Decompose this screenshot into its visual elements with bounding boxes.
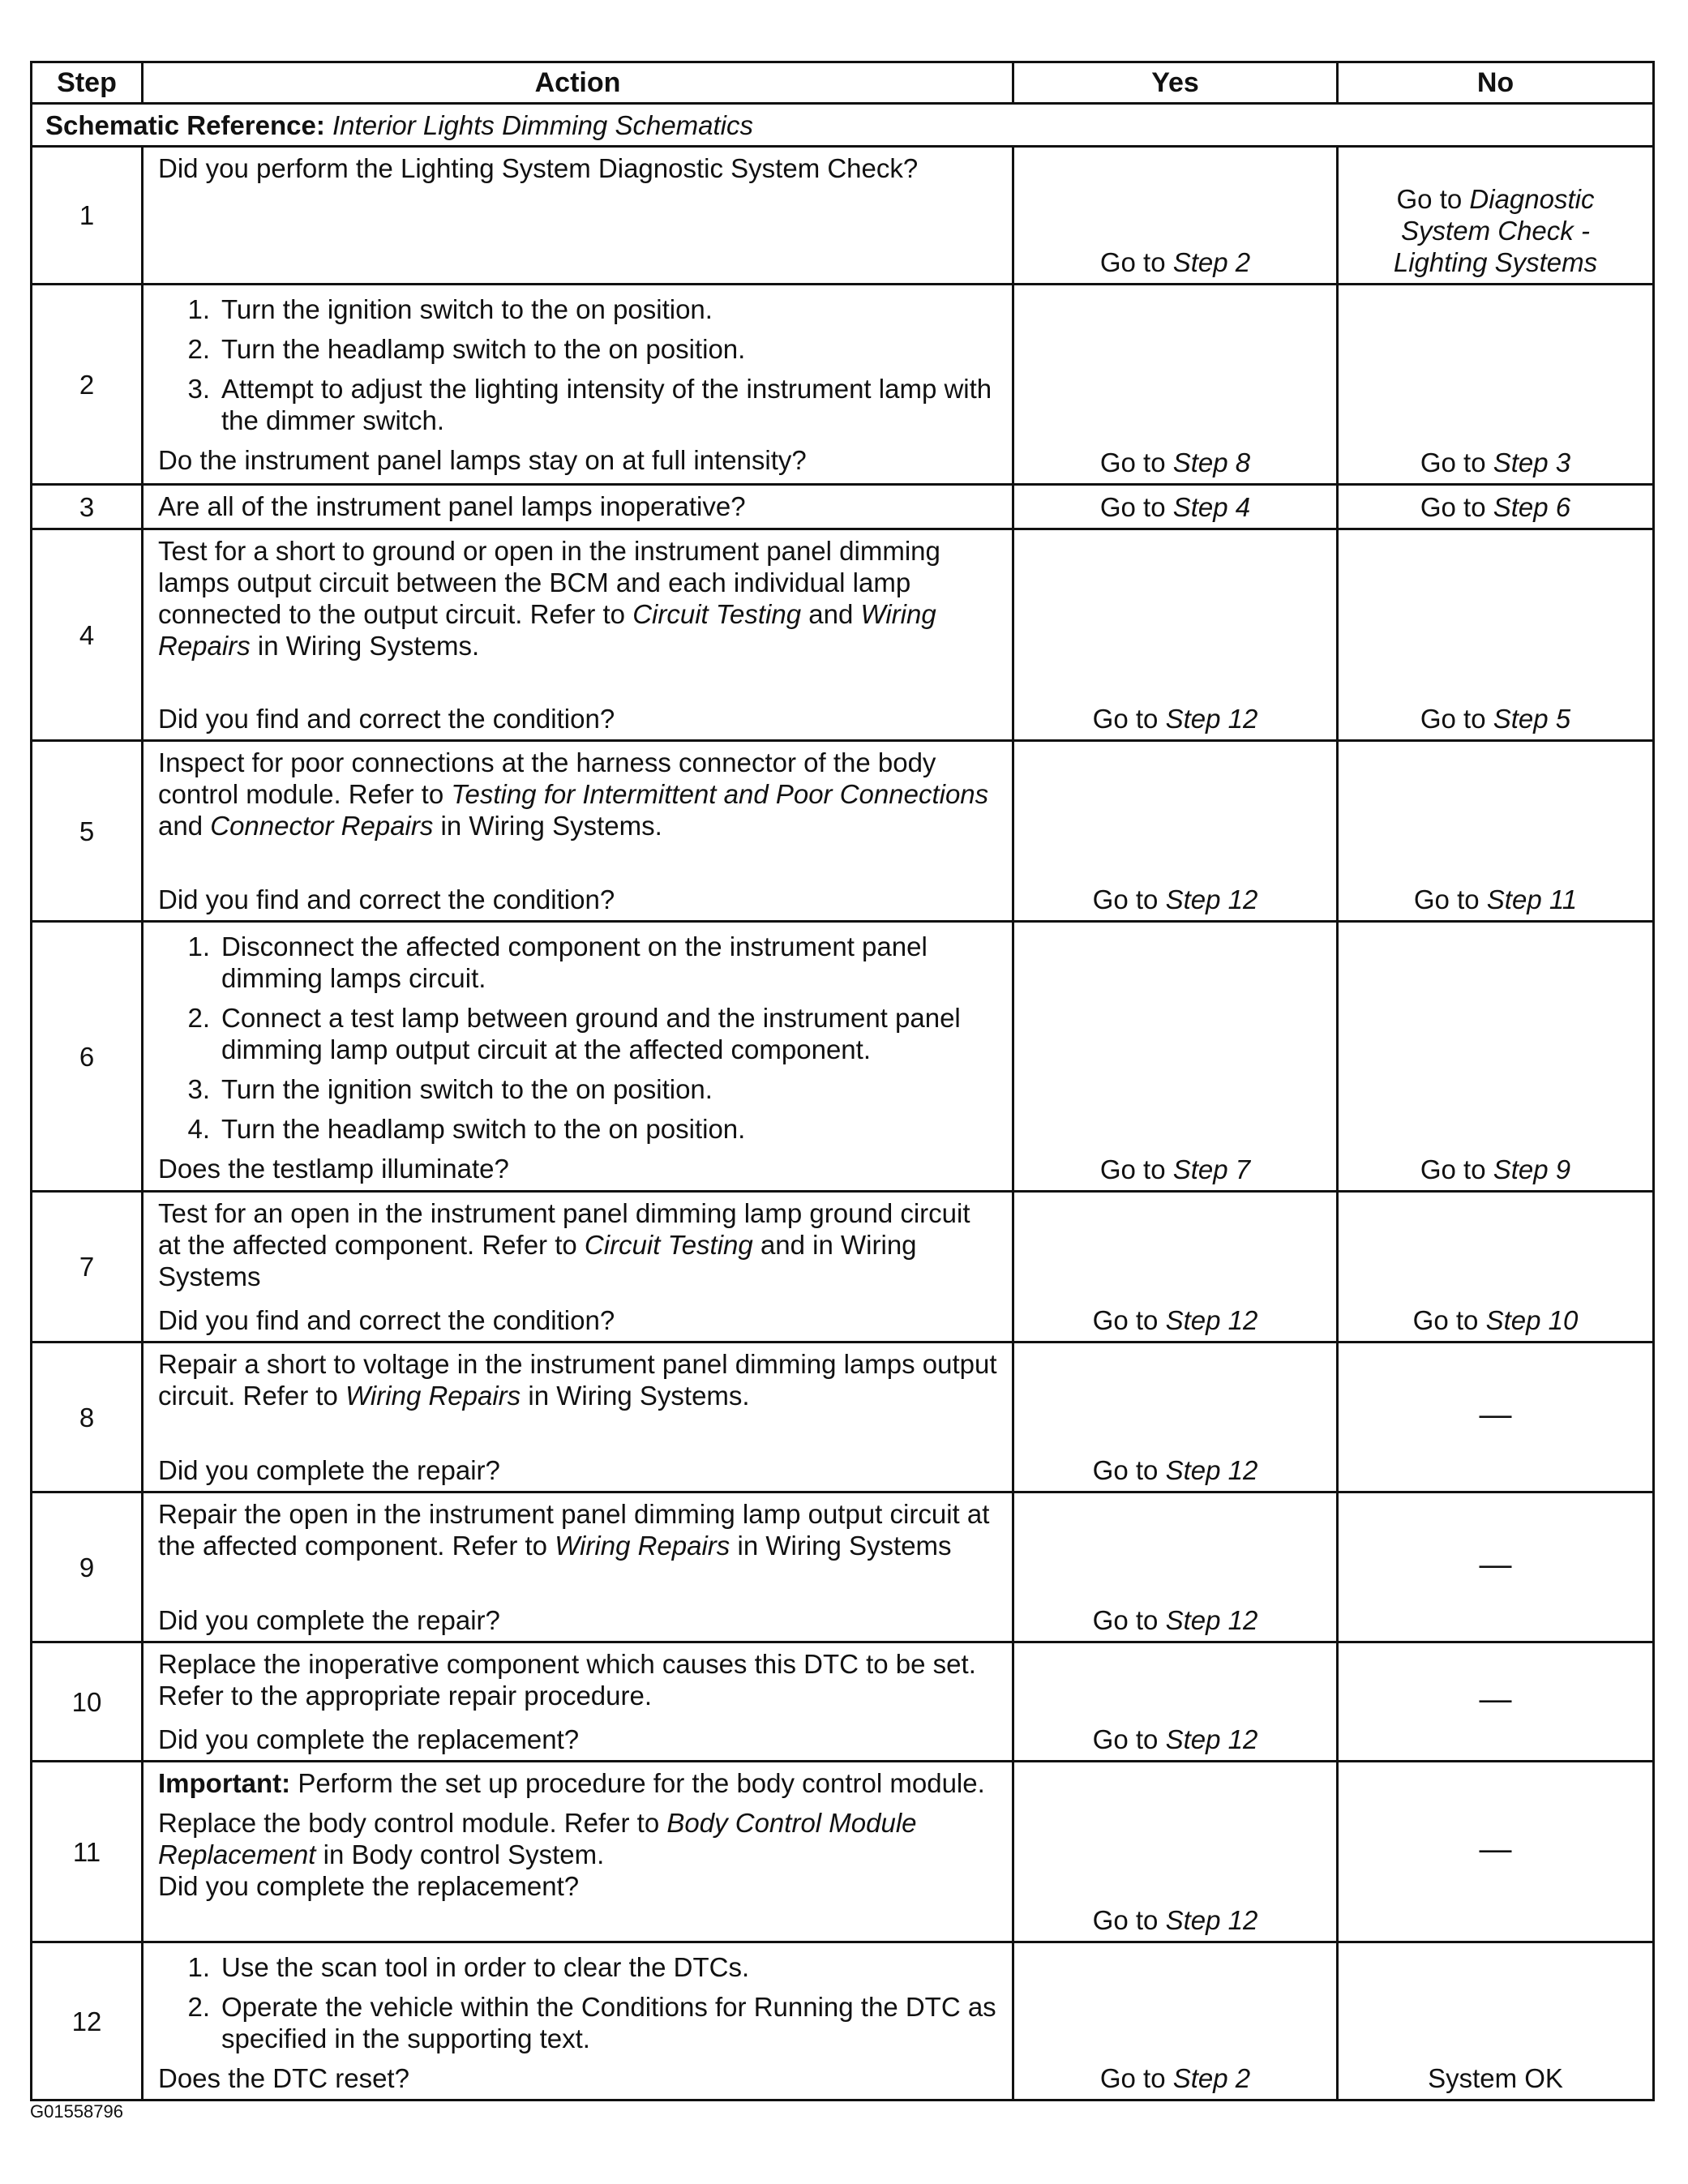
table-row [32,922,1654,1192]
action-question: Did you perform the Lighting System Diagnostic System Check? [158,153,919,183]
schematic-value: Interior Lights Dimming Schematics [332,109,754,140]
yes-cell: Go to Step 2 [1013,1942,1338,2100]
header-step: Step [32,62,143,104]
procedure-list [158,293,999,436]
step-number: 6 [32,922,143,1192]
table-row [32,1642,1654,1762]
list-item: 2. Operate the vehicle within the Conditions for Running the DTC as specified in the supporting text. [187,1992,996,2053]
no-cell: — [1338,1642,1654,1762]
yes-cell [1013,147,1338,285]
list-item: 1. Disconnect the affected component on the instrument panel dimming lamps circuit. [187,931,928,993]
action-cell [143,741,1013,922]
step-number: 3 [32,485,143,529]
action-question: Did you complete the repair? [158,1455,500,1485]
list-item: 2. Turn the headlamp switch to the on position. [187,334,746,364]
no-cell: — [1338,1343,1654,1492]
table-row [32,1192,1654,1343]
action-cell [143,1192,1013,1343]
list-item: 1. Use the scan tool in order to clear the DTCs. [187,1952,750,1982]
step-number: 5 [32,741,143,922]
header-yes: Yes [1013,62,1338,104]
goto-text: Go to [1396,184,1463,214]
yes-step-ref: Step 12 [1165,1305,1258,1335]
table-row [32,285,1654,485]
yes-cell: Go to Step 8 [1013,285,1338,485]
no-step-ref: Step 3 [1493,448,1571,477]
no-cell: Go to Step 9 [1338,922,1654,1192]
yes-step-ref: Step 7 [1172,1154,1251,1184]
action-text: Test for a short to ground or open in the instrument panel dimming lamps output circuit between the BCM and each individual lamp connected to the output circuit. Refer to Circuit Testing and Wiring Repairs in Wiring Systems. [158,536,940,661]
no-cell: Go to Step 11 [1338,741,1654,922]
list-item: 2. Connect a test lamp between ground and the instrument panel dimming lamp output circuit at the affected component. [187,1003,961,1064]
action-cell [143,1492,1013,1642]
procedure-list [158,931,999,1145]
step-number: 8 [32,1343,143,1492]
diagnostic-table [30,61,1655,2101]
step-number: 2 [32,285,143,485]
yes-cell: Go to Step 4 [1013,485,1338,529]
action-cell [143,529,1013,741]
action-question: Did you find and correct the condition? [158,1305,615,1335]
action-cell [143,922,1013,1192]
action-text: Inspect for poor connections at the harness connector of the body control module. Refer to Testing for Intermittent and Poor Connections and Connector Repairs in Wiring Systems. [158,747,989,841]
table-row [32,1942,1654,2100]
goto-text: Go to [1099,247,1166,277]
list-item: 3. Turn the ignition switch to the on position. [187,1074,713,1104]
yes-step-ref: Step 12 [1165,884,1258,914]
no-cell: — [1338,1492,1654,1642]
action-cell [143,1642,1013,1762]
table-row [32,529,1654,741]
yes-cell: Go to Step 12 [1013,1762,1338,1942]
no-ref-line: Diagnostic [1469,184,1595,214]
action-question: Did you complete the replacement? [158,1871,580,1901]
step-number: 9 [32,1492,143,1642]
step-number: 4 [32,529,143,741]
action-text: Repair a short to voltage in the instrument panel dimming lamps output circuit. Refer to Wiring Repairs in Wiring Systems. [158,1349,997,1411]
yes-step-ref: Step 2 [1172,247,1251,277]
schematic-label: Schematic Reference: [45,109,325,140]
header-row [32,62,1654,104]
action-text: Replace the inoperative component which causes this DTC to be set. Refer to the appropriate repair procedure. [158,1649,976,1711]
yes-cell: Go to Step 12 [1013,1642,1338,1762]
no-cell: Go to Step 6 [1338,485,1654,529]
action-question: Are all of the instrument panel lamps inoperative? [158,491,746,521]
yes-cell: Go to Step 7 [1013,922,1338,1192]
action-question: Do the instrument panel lamps stay on at full intensity? [158,445,807,475]
table-row [32,147,1654,285]
no-cell: Go to Step 3 [1338,285,1654,485]
yes-step-ref: Step 12 [1165,1724,1258,1754]
action-question: Does the DTC reset? [158,2063,409,2093]
table-row [32,1343,1654,1492]
figure-id: G01558796 [30,2101,123,2122]
step-number: 7 [32,1192,143,1343]
table-row [32,741,1654,922]
yes-step-ref: Step 12 [1165,1605,1258,1635]
yes-step-ref: Step 12 [1165,704,1258,734]
action-cell [143,1762,1013,1942]
yes-cell: Go to Step 12 [1013,741,1338,922]
table-row [32,1492,1654,1642]
action-cell [143,147,1013,285]
yes-cell: Go to Step 12 [1013,1492,1338,1642]
action-cell [143,285,1013,485]
schematic-row [32,104,1654,147]
yes-step-ref: Step 4 [1172,492,1251,522]
no-step-ref: Step 10 [1485,1305,1579,1335]
no-step-ref: Step 6 [1493,492,1571,522]
table-row [32,1762,1654,1942]
no-cell: Go to Step 5 [1338,529,1654,741]
no-cell: — [1338,1762,1654,1942]
yes-cell: Go to Step 12 [1013,1192,1338,1343]
no-ref-line: System Check - [1401,216,1590,246]
yes-cell: Go to Step 12 [1013,529,1338,741]
action-question: Does the testlamp illuminate? [158,1154,509,1184]
action-question: Did you find and correct the condition? [158,704,615,734]
action-question: Did you complete the repair? [158,1605,500,1635]
header-action: Action [143,62,1013,104]
no-cell [1338,147,1654,285]
action-text: Repair the open in the instrument panel dimming lamp output circuit at the affected component. Refer to Wiring Repairs in Wiring Systems [158,1499,990,1561]
action-cell [143,1942,1013,2100]
action-question: Did you find and correct the condition? [158,884,615,914]
list-item: 4. Turn the headlamp switch to the on position. [187,1114,746,1144]
table-row [32,485,1654,529]
step-number: 10 [32,1642,143,1762]
yes-step-ref: Step 2 [1172,2063,1251,2093]
yes-step-ref: Step 12 [1165,1455,1258,1485]
header-no: No [1338,62,1654,104]
step-number: 11 [32,1762,143,1942]
yes-step-ref: Step 8 [1172,448,1251,477]
no-ref-line: Lighting Systems [1393,247,1598,277]
step-number: 1 [32,147,143,285]
diagnostic-document [30,61,1652,2101]
action-text: Test for an open in the instrument panel dimming lamp ground circuit at the affected component. Refer to Circuit Testing and in Wiring Systems [158,1198,970,1291]
no-step-ref: Step 5 [1493,704,1571,734]
no-cell: Go to Step 10 [1338,1192,1654,1343]
no-cell: System OK [1338,1942,1654,2100]
no-step-ref: Step 9 [1493,1154,1571,1184]
no-step-ref: Step 11 [1486,884,1578,914]
important-note: Important: Perform the set up procedure for the body control module. [158,1768,985,1798]
schematic-reference [32,104,1654,147]
list-item: 1. Turn the ignition switch to the on position. [187,294,713,324]
action-question: Did you complete the replacement? [158,1724,580,1754]
list-item: 3. Attempt to adjust the lighting intensity of the instrument lamp with the dimmer switch. [187,374,992,435]
action-text: Replace the body control module. Refer to Body Control Module Replacement in Body control System. [158,1808,917,1869]
action-cell [143,1343,1013,1492]
step-number: 12 [32,1942,143,2100]
procedure-list [158,1951,999,2054]
yes-cell: Go to Step 12 [1013,1343,1338,1492]
action-cell [143,485,1013,529]
yes-step-ref: Step 12 [1165,1905,1258,1935]
